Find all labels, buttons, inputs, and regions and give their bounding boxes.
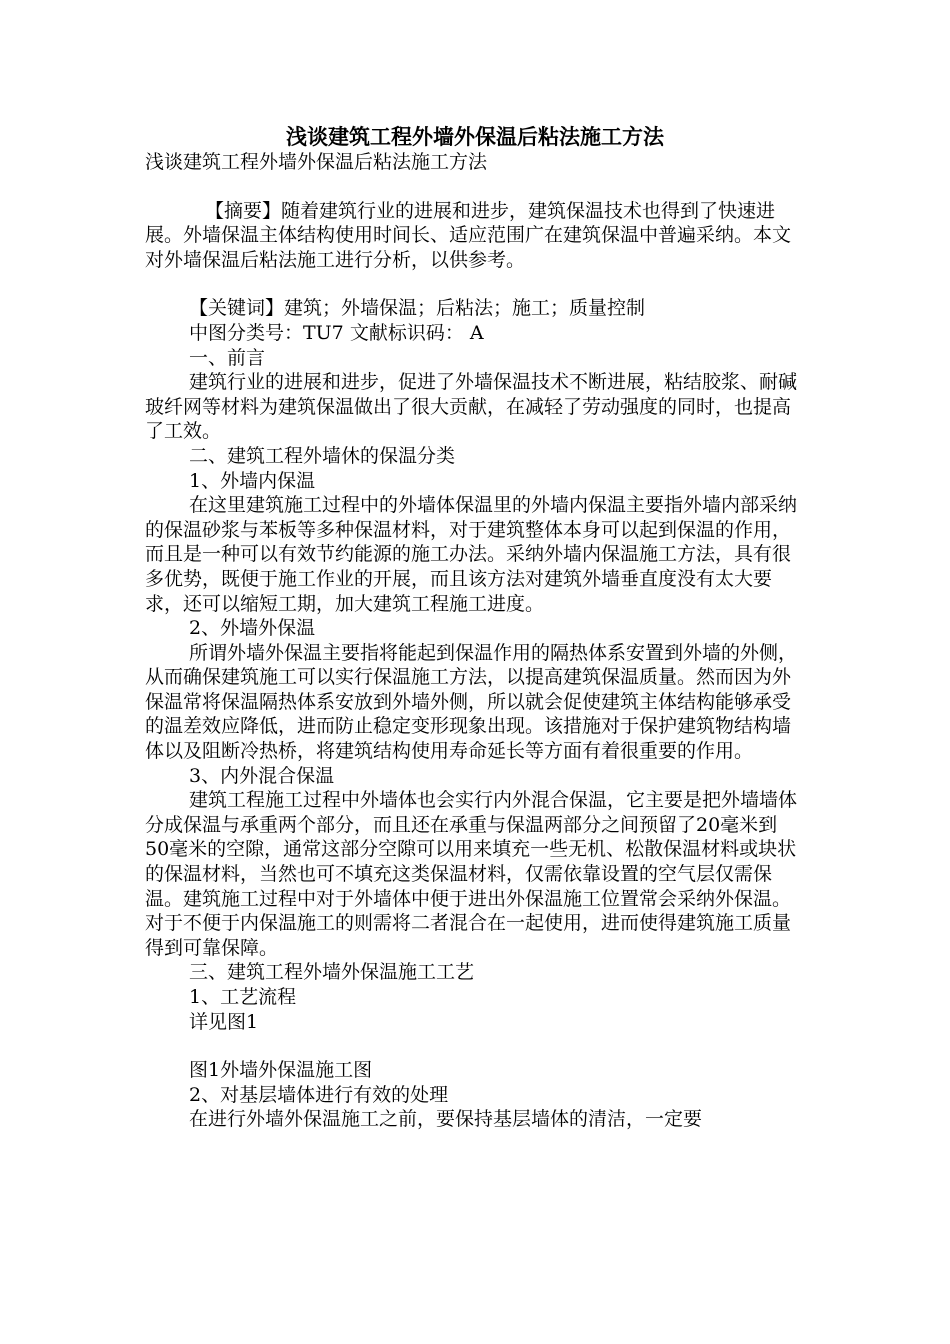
subsection-heading: 2、外墙外保温: [189, 617, 316, 640]
subsection-heading: 1、工艺流程: [189, 986, 297, 1008]
paragraph: 在这里建筑施工过程中的外墙体保温里的外墙内保温主要指外墙内部采纳的保温砂浆与苯板等多种保温材料，对于建筑整体本身可以起到保温的作用，而且是一种可以有效节约能源的施工办法。采纳外墙内保温施工方法，具有很多优势，既便于施工作业的开展，而且该方法对建筑外墙垂直度没有太大要求，还可以缩短工期，加大建筑工程施工进度。: [145, 494, 798, 615]
spacer: [145, 175, 800, 199]
document-body: [145, 150, 800, 1132]
section-heading: 一、前言: [189, 346, 266, 369]
section-heading: 二、建筑工程外墙休的保温分类: [189, 444, 456, 467]
paragraph: 建筑工程施工过程中外墙体也会实行内外混合保温，它主要是把外墙墙体分成保温与承重两个部分，而且还在承重与保温两部分之间预留了20毫米到50毫米的空隙，通常这部分空隙可以用来填充一些无机、松散保温材料或块状的保温材料，当然也可不填充这类保温材料，仅需依靠设置的空气层仅需保温。建筑施工过程中对于外墙体中便于进出外保温施工位置常会采纳外保温。对于不便于内保温施工的则需将二者混合在一起使用，进而使得建筑施工质量得到可靠保障。: [145, 789, 798, 959]
paragraph: 所谓外墙外保温主要指将能起到保温作用的隔热体系安置到外墙的外侧，从而确保建筑施工可以实行保温施工方法，以提高建筑保温质量。然而因为外保温常将保温隔热体系安放到外墙外侧，所以就会促使建筑主体结构能够承受的温差效应降低，进而防止稳定变形现象出现。该措施对于保护建筑物结构墙体以及阻断冷热桥，将建筑结构使用寿命延长等方面有着很重要的作用。: [145, 641, 798, 763]
keywords-line: 【关键词】建筑；外墙保温；后粘法；施工；质量控制: [189, 297, 646, 320]
spacer: [145, 272, 800, 296]
figure-placeholder: [145, 1034, 800, 1058]
paragraph: 详见图1: [189, 1010, 259, 1033]
paragraph: 在进行外墙外保温施工之前，要保持基层墙体的清洁，一定要: [189, 1108, 703, 1131]
document-title: 浅谈建筑工程外墙外保温后粘法施工方法: [286, 124, 664, 149]
subsection-heading: 1、外墙内保温: [189, 469, 316, 492]
paragraph: 建筑行业的进展和进步，促进了外墙保温技术不断进展，粘结胶浆、耐碱玻纤网等材料为建筑保温做出了很大贡献，在减轻了劳动强度的同时，也提高了工效。: [145, 371, 798, 443]
subsection-heading: 2、对基层墙体进行有效的处理: [189, 1083, 449, 1106]
classification-line: 中图分类号：TU7 文献标识码： A: [189, 321, 484, 344]
document-subtitle: 浅谈建筑工程外墙外保温后粘法施工方法: [145, 151, 488, 173]
section-heading: 三、建筑工程外墙外保温施工工艺: [189, 961, 475, 984]
subsection-heading: 3、内外混合保温: [189, 764, 335, 787]
figure-caption: 图1外墙外保温施工图: [189, 1059, 373, 1082]
abstract-paragraph: 【摘要】随着建筑行业的进展和进步，建筑保温技术也得到了快速进展。外墙保温主体结构使用时间长、适应范围广在建筑保温中普遍采纳。本文对外墙保温后粘法施工进行分析，以供参考。: [145, 199, 792, 271]
